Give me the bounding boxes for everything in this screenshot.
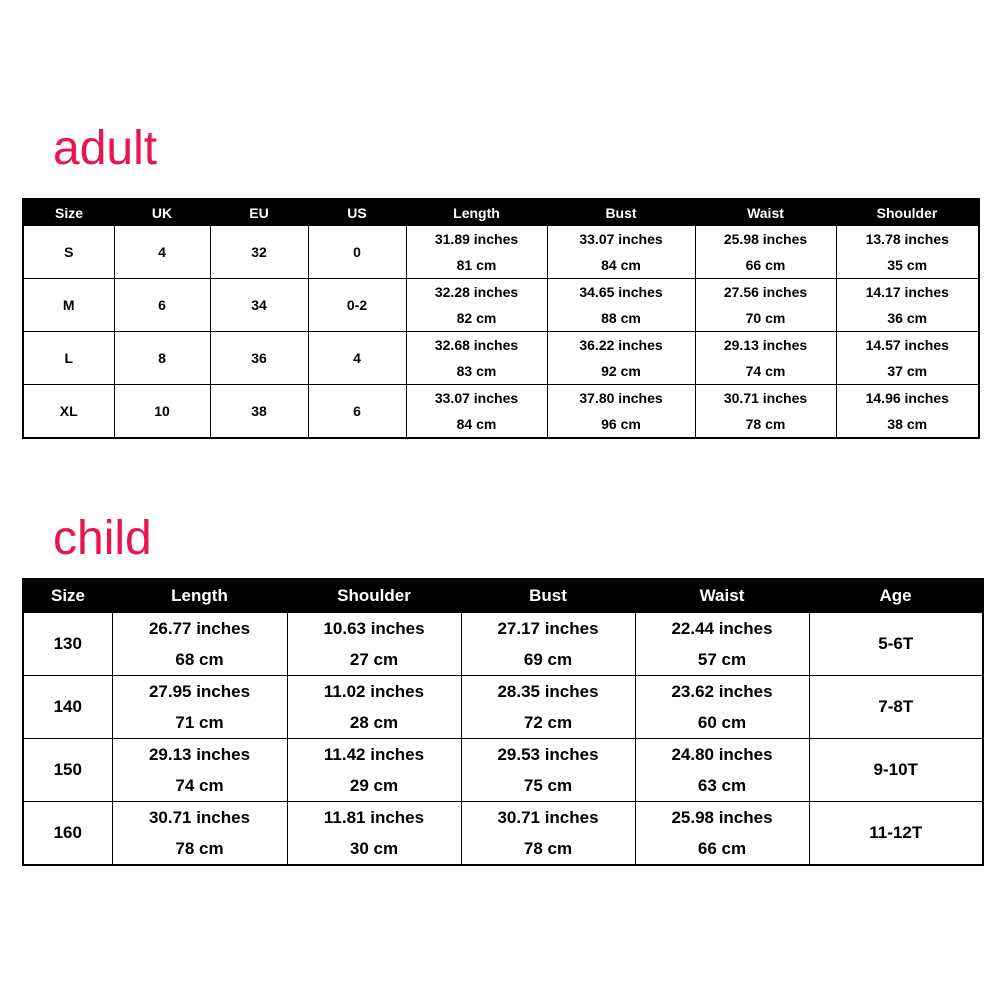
length-cell <box>112 676 287 739</box>
cm-value: 83 cm <box>456 363 497 379</box>
header-eu: EU <box>210 199 308 226</box>
inches-value: 27.95 inches <box>148 682 251 701</box>
bust-cell <box>547 332 695 385</box>
cm-value: 84 cm <box>601 257 641 273</box>
shoulder-cell <box>836 332 979 385</box>
bust-cell <box>461 676 635 739</box>
inches-value: 14.17 inches <box>865 284 949 300</box>
table-row <box>23 226 979 279</box>
shoulder-cell <box>287 676 461 739</box>
cm-value: 96 cm <box>601 416 641 432</box>
table-row <box>23 385 979 439</box>
size-cell: S <box>23 226 114 279</box>
cm-value: 29 cm <box>349 776 399 795</box>
uk-cell: 4 <box>114 226 210 279</box>
inches-value: 25.98 inches <box>723 231 808 247</box>
inches-value: 33.07 inches <box>434 390 519 406</box>
shoulder-cell <box>836 279 979 332</box>
cm-value: 72 cm <box>523 713 573 732</box>
length-cell <box>112 613 287 676</box>
inches-value: 32.68 inches <box>434 337 519 353</box>
age-cell: 7-8T <box>809 676 983 739</box>
size-cell: 130 <box>23 613 112 676</box>
inches-value: 31.89 inches <box>434 231 519 247</box>
us-cell: 0 <box>308 226 406 279</box>
size-cell: 160 <box>23 802 112 866</box>
inches-value: 29.53 inches <box>497 745 599 764</box>
length-cell <box>406 385 547 439</box>
length-cell <box>112 739 287 802</box>
inches-value: 29.13 inches <box>148 745 251 764</box>
shoulder-cell <box>287 739 461 802</box>
header-shoulder: Shoulder <box>836 199 979 226</box>
size-cell: 140 <box>23 676 112 739</box>
table-row <box>23 279 979 332</box>
inches-value: 24.80 inches <box>671 745 773 764</box>
inches-value: 32.28 inches <box>434 284 519 300</box>
header-bust: Bust <box>547 199 695 226</box>
waist-cell <box>635 739 809 802</box>
eu-cell: 36 <box>210 332 308 385</box>
cm-value: 78 cm <box>745 416 786 432</box>
header-size: Size <box>23 199 114 226</box>
cm-value: 57 cm <box>697 650 747 669</box>
cm-value: 27 cm <box>349 650 399 669</box>
table-row <box>23 332 979 385</box>
age-cell: 5-6T <box>809 613 983 676</box>
header-uk: UK <box>114 199 210 226</box>
cm-value: 37 cm <box>887 363 928 379</box>
cm-value: 30 cm <box>349 839 399 858</box>
bust-cell <box>461 613 635 676</box>
inches-value: 13.78 inches <box>865 231 949 247</box>
inches-value: 14.57 inches <box>865 337 949 353</box>
cm-value: 84 cm <box>456 416 497 432</box>
cm-value: 69 cm <box>523 650 573 669</box>
bust-cell <box>547 279 695 332</box>
eu-cell: 38 <box>210 385 308 439</box>
adult-header-row <box>23 199 979 226</box>
header-waist: Waist <box>635 579 809 613</box>
age-cell: 11-12T <box>809 802 983 866</box>
shoulder-cell <box>287 613 461 676</box>
bust-cell <box>547 226 695 279</box>
inches-value: 27.56 inches <box>723 284 808 300</box>
uk-cell: 8 <box>114 332 210 385</box>
inches-value: 11.02 inches <box>323 682 425 701</box>
inches-value: 11.42 inches <box>323 745 425 764</box>
waist-cell <box>695 279 836 332</box>
cm-value: 74 cm <box>175 776 224 795</box>
header-size: Size <box>23 579 112 613</box>
cm-value: 35 cm <box>887 257 928 273</box>
inches-value: 25.98 inches <box>671 808 773 827</box>
cm-value: 82 cm <box>456 310 497 326</box>
cm-value: 38 cm <box>887 416 928 432</box>
waist-cell <box>635 613 809 676</box>
header-length: Length <box>406 199 547 226</box>
inches-value: 33.07 inches <box>579 231 663 247</box>
us-cell: 0-2 <box>308 279 406 332</box>
inches-value: 27.17 inches <box>497 619 599 638</box>
header-shoulder: Shoulder <box>287 579 461 613</box>
shoulder-cell <box>836 226 979 279</box>
inches-value: 37.80 inches <box>579 390 663 406</box>
waist-cell <box>695 226 836 279</box>
cm-value: 71 cm <box>175 713 224 732</box>
inches-value: 30.71 inches <box>148 808 251 827</box>
inches-value: 22.44 inches <box>671 619 773 638</box>
waist-cell <box>635 676 809 739</box>
bust-cell <box>461 739 635 802</box>
size-cell: 150 <box>23 739 112 802</box>
bust-cell <box>547 385 695 439</box>
header-bust: Bust <box>461 579 635 613</box>
length-cell <box>406 226 547 279</box>
cm-value: 74 cm <box>745 363 786 379</box>
cm-value: 36 cm <box>887 310 928 326</box>
header-us: US <box>308 199 406 226</box>
uk-cell: 10 <box>114 385 210 439</box>
inches-value: 11.81 inches <box>323 808 425 827</box>
table-row <box>23 739 983 802</box>
inches-value: 23.62 inches <box>671 682 773 701</box>
child-section-title: child <box>53 512 152 565</box>
size-cell: M <box>23 279 114 332</box>
inches-value: 26.77 inches <box>148 619 251 638</box>
adult-section-title: adult <box>53 122 158 175</box>
length-cell <box>112 802 287 866</box>
eu-cell: 34 <box>210 279 308 332</box>
waist-cell <box>695 385 836 439</box>
child-size-table <box>22 578 984 866</box>
eu-cell: 32 <box>210 226 308 279</box>
length-cell <box>406 279 547 332</box>
uk-cell: 6 <box>114 279 210 332</box>
size-cell: XL <box>23 385 114 439</box>
header-length: Length <box>112 579 287 613</box>
cm-value: 66 cm <box>697 839 747 858</box>
inches-value: 30.71 inches <box>497 808 599 827</box>
child-header-row <box>23 579 983 613</box>
size-cell: L <box>23 332 114 385</box>
inches-value: 30.71 inches <box>723 390 808 406</box>
cm-value: 66 cm <box>745 257 786 273</box>
cm-value: 81 cm <box>456 257 497 273</box>
bust-cell <box>461 802 635 866</box>
header-waist: Waist <box>695 199 836 226</box>
cm-value: 88 cm <box>601 310 641 326</box>
inches-value: 28.35 inches <box>497 682 599 701</box>
us-cell: 6 <box>308 385 406 439</box>
table-row <box>23 676 983 739</box>
inches-value: 36.22 inches <box>579 337 663 353</box>
table-row <box>23 613 983 676</box>
inches-value: 14.96 inches <box>865 390 949 406</box>
cm-value: 92 cm <box>601 363 641 379</box>
waist-cell <box>635 802 809 866</box>
inches-value: 10.63 inches <box>323 619 425 638</box>
shoulder-cell <box>287 802 461 866</box>
cm-value: 78 cm <box>523 839 573 858</box>
cm-value: 70 cm <box>745 310 786 326</box>
cm-value: 78 cm <box>175 839 224 858</box>
waist-cell <box>695 332 836 385</box>
cm-value: 68 cm <box>175 650 224 669</box>
length-cell <box>406 332 547 385</box>
inches-value: 34.65 inches <box>579 284 663 300</box>
header-age: Age <box>809 579 983 613</box>
table-row <box>23 802 983 866</box>
age-cell: 9-10T <box>809 739 983 802</box>
us-cell: 4 <box>308 332 406 385</box>
cm-value: 60 cm <box>697 713 747 732</box>
cm-value: 75 cm <box>523 776 573 795</box>
shoulder-cell <box>836 385 979 439</box>
cm-value: 28 cm <box>349 713 399 732</box>
adult-size-table <box>22 198 980 439</box>
cm-value: 63 cm <box>697 776 747 795</box>
inches-value: 29.13 inches <box>723 337 808 353</box>
